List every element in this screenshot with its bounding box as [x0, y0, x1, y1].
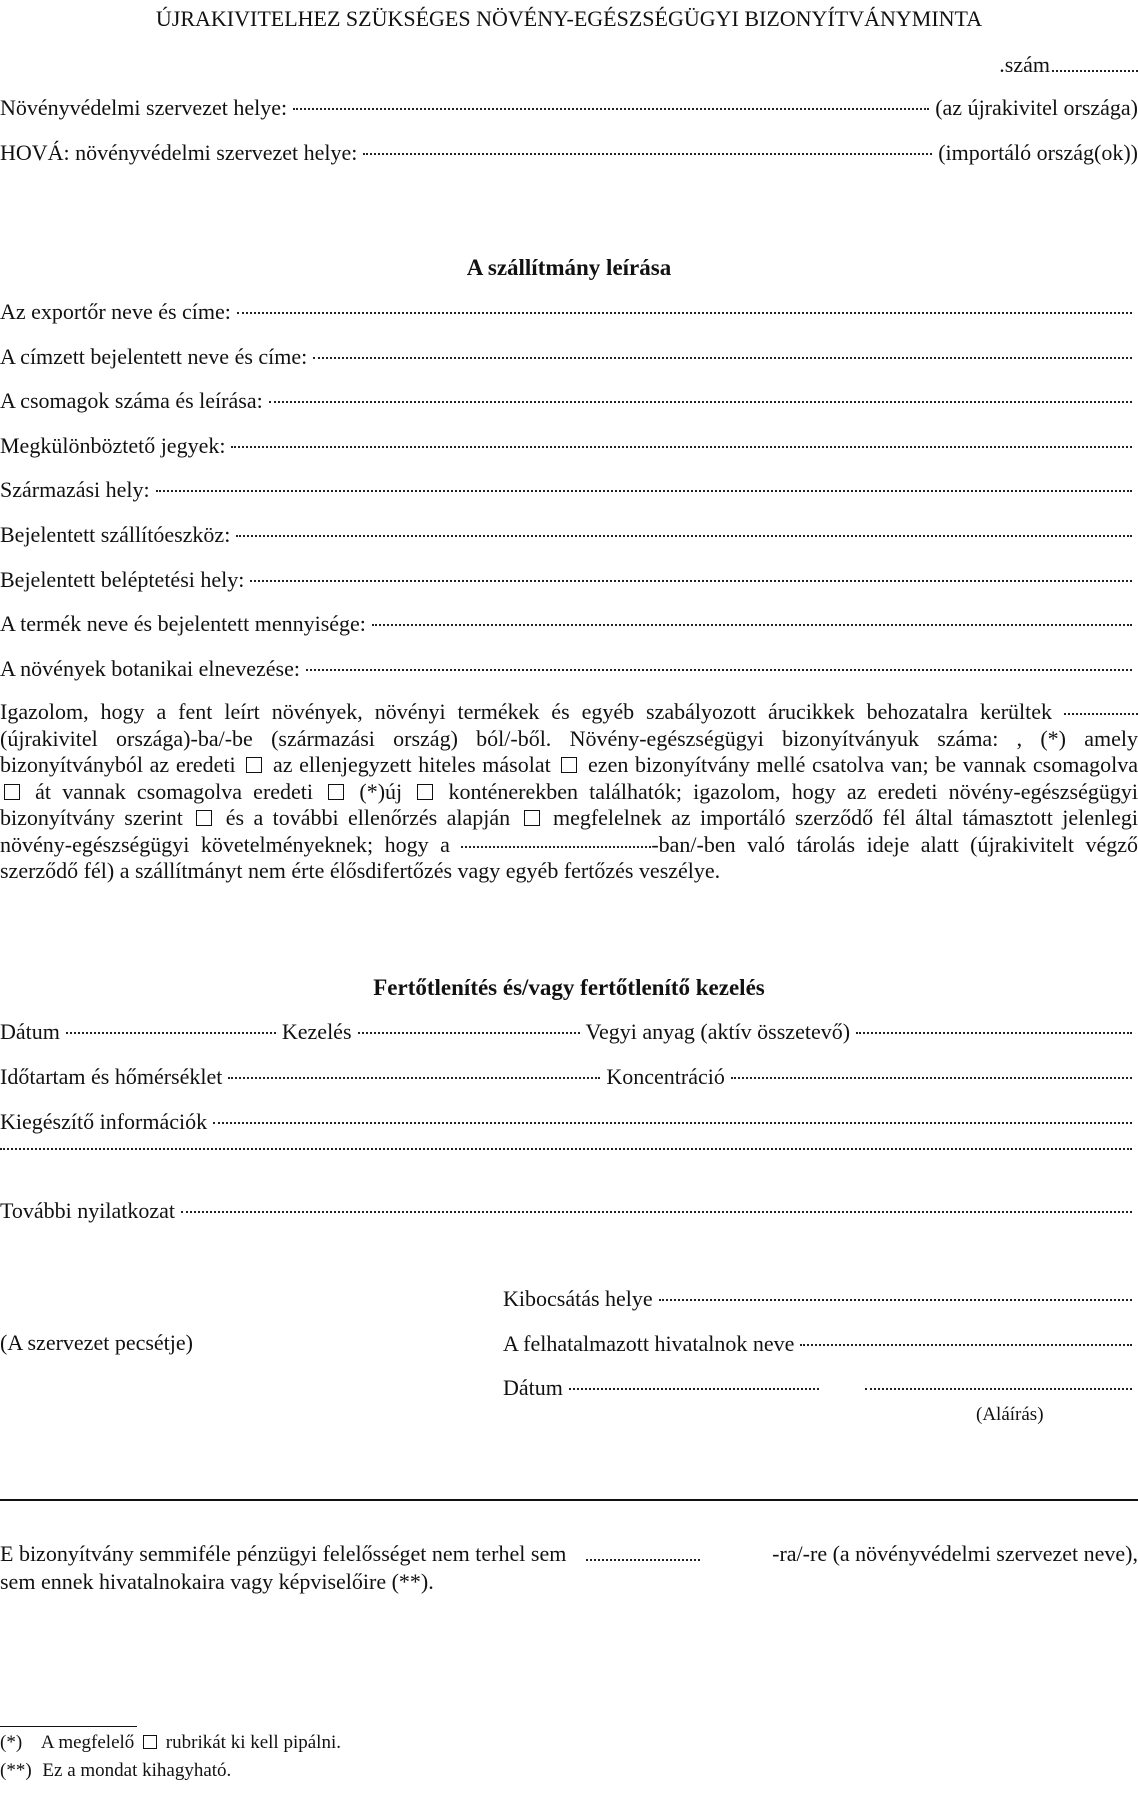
checkbox-inspection[interactable]	[524, 810, 540, 826]
shipment-field-label: A termék neve és bejelentett mennyisége:	[0, 611, 366, 637]
shipment-field-label: A címzett bejelentett neve és címe:	[0, 343, 308, 369]
additional-info-field[interactable]	[213, 1122, 1132, 1124]
to-row	[0, 140, 1138, 166]
cert-text-1: Igazolom, hogy a fent leírt növények, növényi termékek és egyéb szabályozott árucikkek behozatalra kerültek	[0, 699, 1053, 724]
additional-info-row	[0, 1109, 1138, 1135]
disinfection-date-field[interactable]	[66, 1032, 276, 1034]
chemical-label: Vegyi anyag (aktív összetevő)	[585, 1019, 851, 1044]
signature-date-field[interactable]	[569, 1388, 819, 1390]
certificate-number-row	[0, 52, 1138, 78]
shipment-field-label: A csomagok száma és leírása:	[0, 388, 263, 414]
org-field[interactable]	[293, 108, 929, 110]
shipment-field-input[interactable]	[313, 357, 1132, 359]
officer-label: A felhatalmazott hivatalnok neve	[503, 1331, 795, 1356]
place-label: Kibocsátás helye	[503, 1286, 653, 1311]
shipment-field-input[interactable]	[372, 624, 1132, 626]
liability-org-field[interactable]	[586, 1558, 700, 1561]
cert-text-7: konténerekben találhatók; igazolom, hogy az eredeti növény-egészségügyi bizonyítvány szerint	[0, 778, 1138, 830]
cert-text-4: ezen bizonyítvány mellé csatolva van; be vannak csomagolva	[588, 752, 1138, 777]
cert-text-8: és a további ellenőrzés alapján	[225, 805, 511, 830]
shipment-field-row	[0, 344, 1138, 370]
shipment-field-row	[0, 477, 1138, 503]
document-title: ÚJRAKIVITELHEZ SZÜKSÉGES NÖVÉNY-EGÉSZSÉGÜGYI BIZONYÍTVÁNYMINTA	[155, 6, 983, 31]
liability-row-1	[0, 1541, 1138, 1567]
to-suffix: (importáló ország(ok))	[938, 140, 1138, 165]
cert-text-3: az ellenjegyzett hiteles másolat	[272, 752, 551, 777]
org-row	[0, 95, 1138, 121]
footnote-checkbox-icon	[143, 1735, 157, 1749]
footnote-1	[0, 1730, 1138, 1756]
shipment-field-label: Bejelentett beléptetési hely:	[0, 566, 245, 592]
separator-line	[0, 1499, 1138, 1501]
shipment-field-row	[0, 567, 1138, 593]
org-label: Növényvédelmi szervezet helye:	[0, 95, 288, 120]
additional-info-row-2	[0, 1153, 1138, 1155]
shipment-heading: A szállítmány leírása	[466, 255, 672, 280]
shipment-field-input[interactable]	[237, 312, 1132, 314]
treatment-label: Kezelés	[281, 1019, 352, 1044]
shipment-field-row	[0, 611, 1138, 637]
additional-info-field-2[interactable]	[0, 1148, 1132, 1150]
further-declaration-row	[0, 1198, 1138, 1224]
signature-date-label: Dátum	[503, 1375, 563, 1400]
checkbox-certified-copy[interactable]	[561, 757, 577, 773]
officer-field[interactable]	[800, 1344, 1132, 1346]
further-declaration-field[interactable]	[181, 1211, 1132, 1213]
duration-field[interactable]	[228, 1077, 600, 1079]
shipment-field-input[interactable]	[306, 669, 1132, 671]
checkbox-new-containers[interactable]	[417, 784, 433, 800]
shipment-field-label: A növények botanikai elnevezése:	[0, 655, 300, 681]
to-field[interactable]	[363, 153, 932, 155]
disinfection-row-2	[0, 1064, 1138, 1090]
shipment-field-row	[0, 656, 1138, 682]
footnote-2-text: Ez a mondat kihagyható.	[42, 1760, 232, 1781]
additional-info-label: Kiegészítő információk	[0, 1109, 208, 1134]
cert-text-9: megfelelnek az importáló szerződő fél által támasztott jelenlegi növény-egészségügyi követelményeknek; hogy a	[0, 805, 1138, 857]
org-suffix: (az újrakivitel országa)	[935, 95, 1138, 120]
shipment-field-input[interactable]	[250, 580, 1132, 582]
further-declaration-label: További nyilatkozat	[0, 1198, 176, 1223]
concentration-label: Koncentráció	[606, 1064, 725, 1089]
shipment-field-label: Az exportőr neve és címe:	[0, 299, 231, 324]
signature-date-row	[503, 1375, 1138, 1401]
liability-text-2: -ra/-re (a növényvédelmi szervezet neve),	[772, 1541, 1138, 1566]
concentration-field[interactable]	[731, 1077, 1132, 1079]
treatment-field[interactable]	[358, 1032, 580, 1034]
footnote-1-mark: (*)	[0, 1732, 23, 1753]
shipment-field-label: Megkülönböztető jegyek:	[0, 432, 226, 458]
chemical-field[interactable]	[856, 1032, 1132, 1034]
liability-text-1: E bizonyítvány semmiféle pénzügyi felelősséget nem terhel sem	[0, 1541, 567, 1566]
signature-caption: (Aláírás)	[976, 1404, 1044, 1425]
shipment-field-input[interactable]	[231, 446, 1132, 448]
place-field[interactable]	[659, 1299, 1132, 1301]
shipment-field-row	[0, 388, 1138, 414]
shipment-field-input[interactable]	[236, 535, 1132, 537]
certification-paragraph	[0, 699, 1138, 885]
disinfection-row-1	[0, 1019, 1138, 1045]
officer-row	[503, 1331, 1138, 1357]
footnote-separator	[0, 1726, 137, 1727]
cert-text-2: (újrakivitel országa)-ba/-be (származási ország) ból/-ből. Növény-egészségügyi bizonyítványuk száma: , (*) amely bizonyítványból az eredeti	[0, 725, 1138, 777]
duration-label: Időtartam és hőmérséklet	[0, 1064, 223, 1089]
cert-field-storage[interactable]	[461, 845, 651, 848]
cert-text-5: át vannak csomagolva eredeti	[35, 778, 314, 804]
cert-text-10: -ban/-ben való tárolás ideje alatt (újrakivitelt végző szerződő fél) a szállítmányt nem érte élősdifertőzés vagy egyéb fertőzés veszélye.	[0, 831, 1138, 883]
footnote-2-mark: (**)	[0, 1760, 32, 1781]
shipment-field-row	[0, 522, 1138, 548]
shipment-field-input[interactable]	[269, 401, 1132, 403]
checkbox-packed[interactable]	[4, 784, 20, 800]
shipment-field-row	[0, 433, 1138, 459]
shipment-field-input[interactable]	[156, 490, 1132, 492]
disinfection-date-label: Dátum	[0, 1019, 60, 1044]
shipment-field-row	[0, 299, 1138, 325]
shipment-field-label: Bejelentett szállítóeszköz:	[0, 522, 231, 547]
number-label: .szám	[999, 52, 1050, 77]
stamp-label: (A szervezet pecsétje)	[0, 1330, 193, 1355]
liability-text-3: sem ennek hivatalnokaira vagy képviselőire (**).	[0, 1569, 434, 1594]
signature-field[interactable]	[865, 1388, 1132, 1390]
to-label: HOVÁ: növényvédelmi szervezet helye:	[0, 140, 358, 165]
place-row	[503, 1286, 1138, 1312]
footnote-2	[0, 1758, 1138, 1784]
number-field[interactable]	[1052, 69, 1138, 72]
disinfection-heading: Fertőtlenítés és/vagy fertőtlenítő kezelés	[373, 975, 765, 1000]
footnote-1-text-b: rubrikát ki kell pipálni.	[165, 1732, 341, 1753]
checkbox-repacked[interactable]	[328, 784, 344, 800]
checkbox-original[interactable]	[246, 757, 262, 773]
cert-field-1[interactable]	[1064, 712, 1138, 715]
shipment-field-label: Származási hely:	[0, 477, 150, 503]
footnote-1-text-a: A megfelelő	[40, 1732, 135, 1753]
cert-text-6: (*)új	[359, 778, 403, 804]
checkbox-per-certificate[interactable]	[196, 810, 212, 826]
